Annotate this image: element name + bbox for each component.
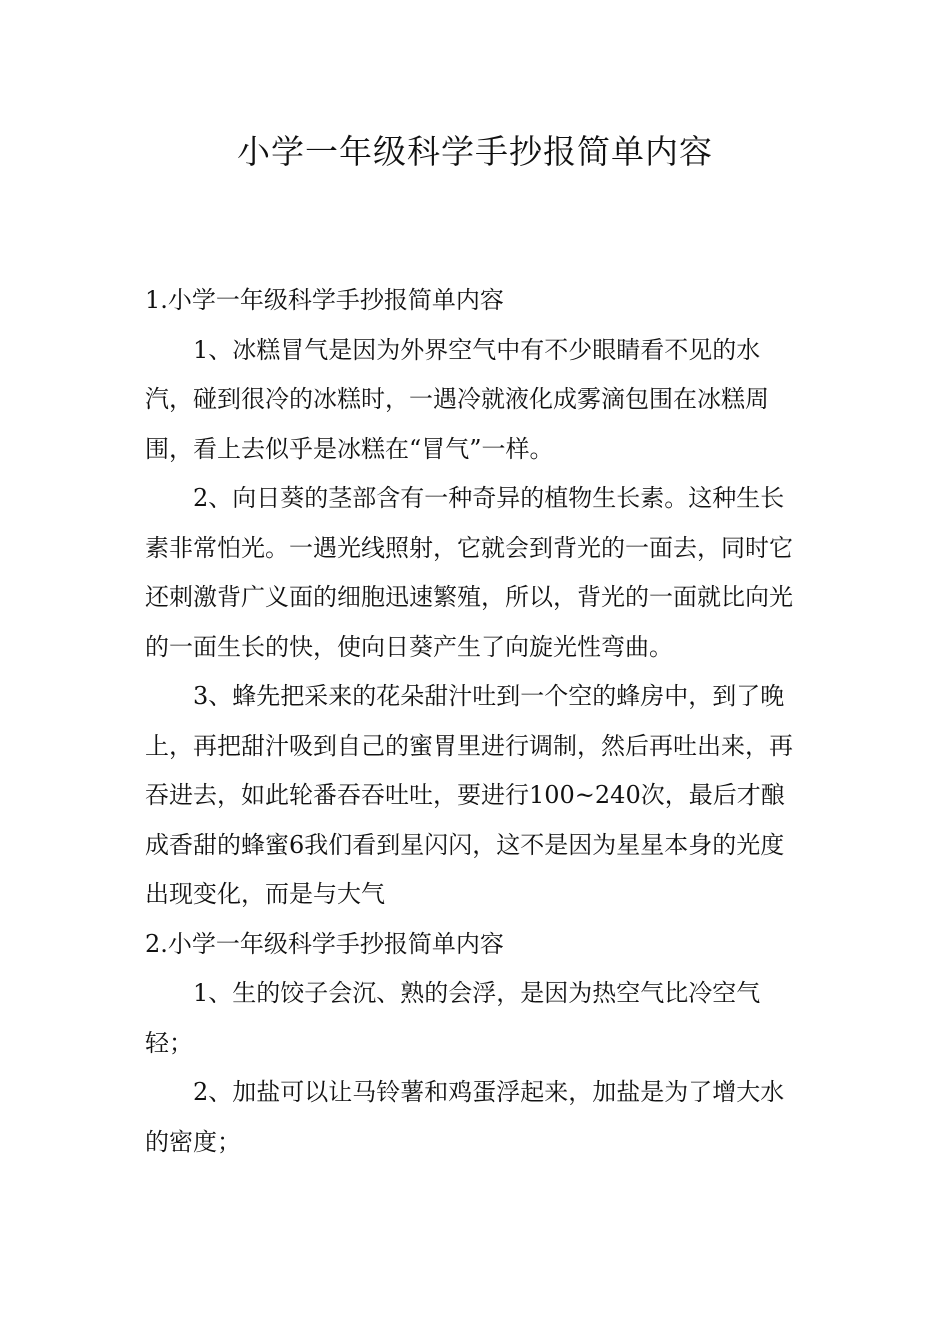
section-heading: 1.小学一年级科学手抄报简单内容: [145, 286, 504, 314]
paragraph: 3、蜂先把采来的花朵甜汁吐到一个空的蜂房中，到了晚上，再把甜汁吸到自己的蜜胃里进行调制，然后再吐出来，再吞进去，如此轮番吞吞吐吐，要进行100~240次，最后才酿成香甜的蜂蜜6我们看到星闪闪，这不是因为星星本身的光度出现变化，而是与大气: [145, 682, 793, 908]
paragraph: 2、加盐可以让马铃薯和鸡蛋浮起来，加盐是为了增大水的密度；: [145, 1078, 785, 1156]
paragraph: 1、冰糕冒气是因为外界空气中有不少眼睛看不见的水汽，碰到很冷的冰糕时，一遇冷就液化成雾滴包围在冰糕周围，看上去似乎是冰糕在“冒气”一样。: [145, 335, 769, 463]
section-1: [145, 276, 805, 920]
paragraph: 1、生的饺子会沉、熟的会浮，是因为热空气比冷空气轻；: [145, 979, 761, 1057]
section-2: [145, 920, 805, 1168]
document-title: 小学一年级科学手抄报简单内容: [237, 132, 713, 171]
section-heading: 2.小学一年级科学手抄报简单内容: [145, 929, 504, 958]
paragraph: 2、向日葵的茎部含有一种奇异的植物生长素。这种生长素非常怕光。一遇光线照射，它就会到背光的一面去，同时它还刺激背广义面的细胞迅速繁殖，所以，背光的一面就比向光的一面生长的快，使向日葵产生了向旋光性弯曲。: [145, 484, 793, 661]
document-body: [145, 276, 805, 1167]
